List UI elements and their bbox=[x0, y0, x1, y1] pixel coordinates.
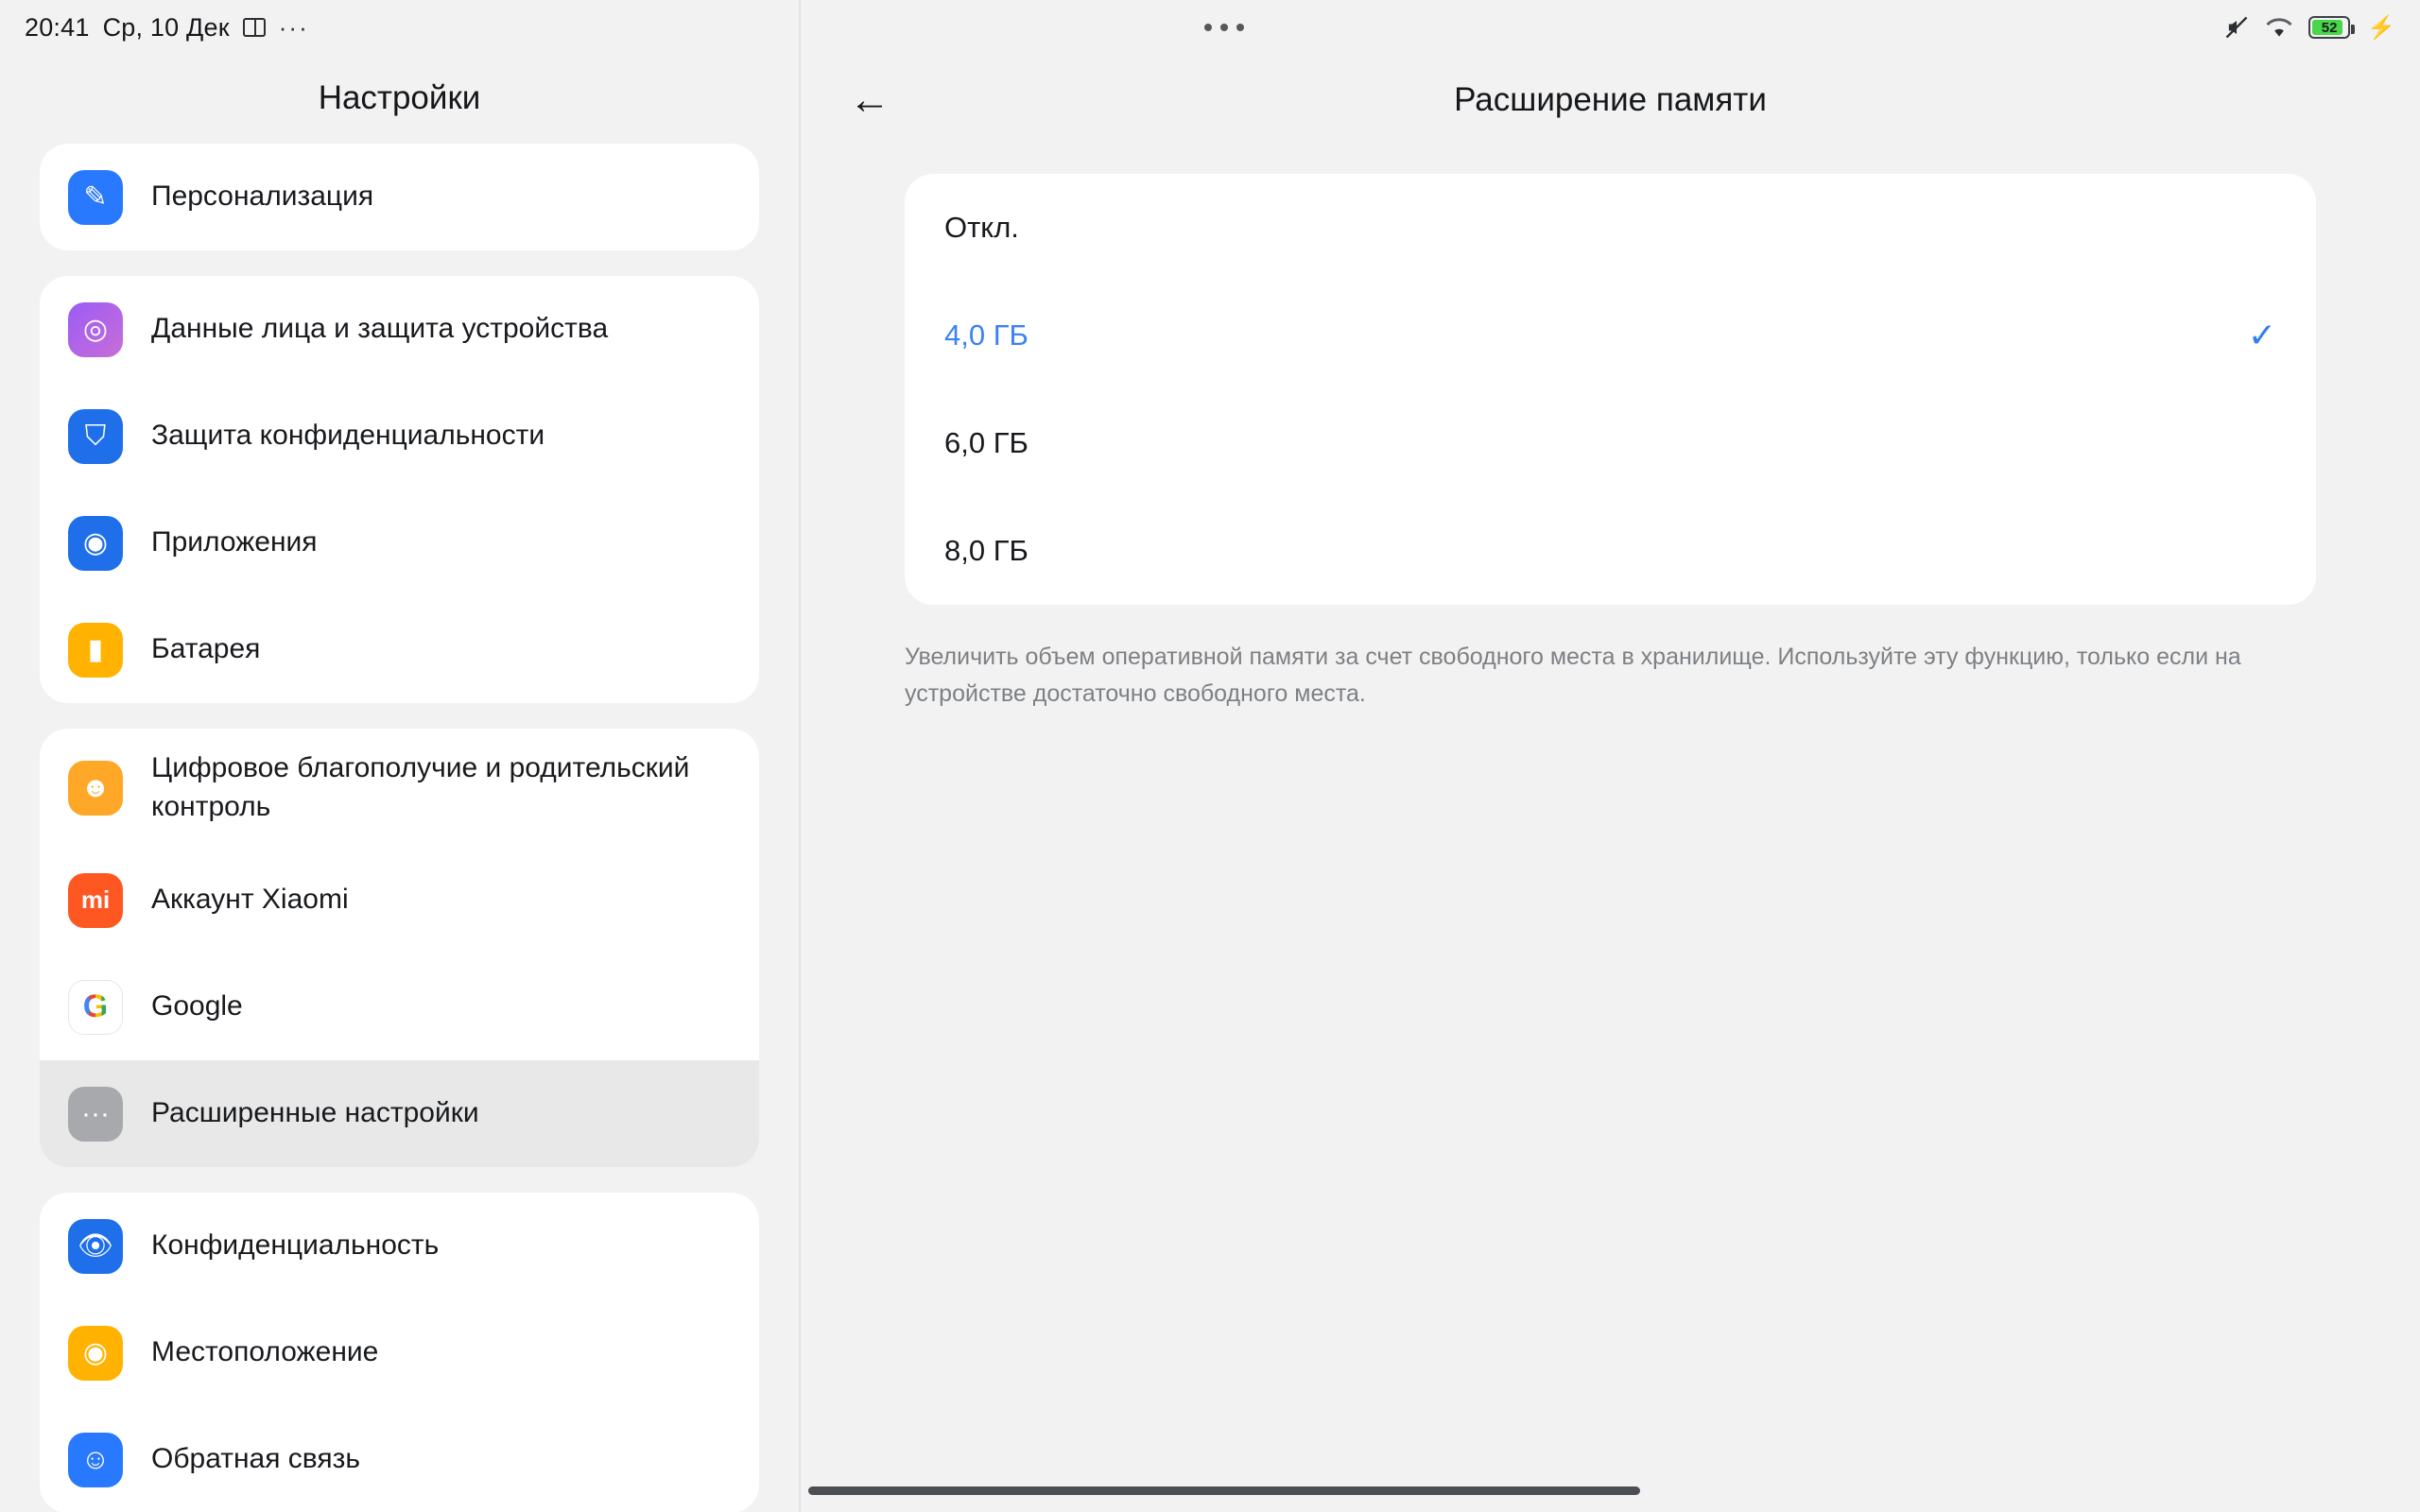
sidebar-item-label: Приложения bbox=[151, 526, 318, 558]
status-date: Ср, 10 Дек bbox=[102, 12, 230, 42]
status-time: 20:41 bbox=[25, 12, 90, 42]
option-row-4gb[interactable] bbox=[905, 282, 2316, 389]
location-icon: ◉ bbox=[68, 1326, 123, 1381]
sidebar-item-apps[interactable] bbox=[40, 490, 759, 596]
overflow-icon[interactable]: ··· bbox=[278, 13, 309, 42]
sidebar-item-xiaomi-account[interactable] bbox=[40, 847, 759, 954]
sidebar-item-label: Цифровое благополучие и родительский контроль bbox=[151, 752, 690, 822]
feedback-icon: ☺ bbox=[68, 1433, 123, 1487]
page-title: Настройки bbox=[318, 79, 481, 116]
settings-group bbox=[40, 729, 759, 1167]
sidebar-item-label: Аккаунт Xiaomi bbox=[151, 884, 349, 916]
status-bar-right bbox=[2223, 14, 2395, 42]
screen-icon bbox=[243, 18, 266, 37]
option-label: 8,0 ГБ bbox=[944, 534, 1028, 567]
sidebar-item-privacy-protection[interactable] bbox=[40, 383, 759, 490]
option-label: 6,0 ГБ bbox=[944, 426, 1028, 459]
sidebar-item-digital-wellbeing[interactable] bbox=[40, 729, 759, 847]
back-arrow-icon[interactable]: ← bbox=[849, 77, 890, 123]
option-label: 4,0 ГБ bbox=[944, 318, 1028, 352]
status-bar-left bbox=[25, 13, 309, 43]
sidebar-item-advanced-settings[interactable] bbox=[40, 1060, 759, 1167]
detail-panel bbox=[801, 0, 2420, 1512]
privacy-protection-icon: ⛉ bbox=[68, 409, 123, 464]
digital-wellbeing-icon: ☻ bbox=[68, 761, 123, 816]
sidebar-item-label: Батарея bbox=[151, 633, 261, 665]
detail-header bbox=[801, 55, 2420, 146]
apps-icon: ◉ bbox=[68, 516, 123, 571]
xiaomi-account-icon: mi bbox=[68, 873, 123, 928]
sidebar-item-label: Расширенные настройки bbox=[151, 1097, 479, 1129]
sidebar-item-label: Конфиденциальность bbox=[151, 1229, 440, 1262]
option-label: Откл. bbox=[944, 211, 1019, 244]
sidebar-item-feedback[interactable] bbox=[40, 1406, 759, 1512]
settings-group bbox=[40, 276, 759, 703]
advanced-settings-icon: ··· bbox=[68, 1087, 123, 1142]
battery-settings-icon: ▮ bbox=[68, 623, 123, 678]
face-data-icon: ◎ bbox=[68, 302, 123, 357]
confidentiality-icon: 👁 bbox=[68, 1219, 123, 1274]
sidebar-item-label: Данные лица и защита устройства bbox=[151, 313, 609, 345]
personalization-icon: ✎ bbox=[68, 170, 123, 225]
home-indicator[interactable] bbox=[808, 1486, 1640, 1495]
window-handle-dots-icon[interactable] bbox=[1204, 24, 1244, 31]
option-row-off[interactable] bbox=[905, 174, 2316, 282]
sidebar-item-google[interactable] bbox=[40, 954, 759, 1060]
memory-extension-options bbox=[905, 174, 2316, 605]
sidebar-item-battery[interactable] bbox=[40, 596, 759, 703]
battery-level: 52 bbox=[2321, 19, 2338, 36]
check-icon: ✓ bbox=[2247, 316, 2276, 354]
sidebar-item-face-data[interactable] bbox=[40, 276, 759, 383]
option-row-6gb[interactable] bbox=[905, 389, 2316, 497]
charging-icon: ⚡ bbox=[2367, 14, 2395, 41]
mute-icon bbox=[2223, 14, 2250, 41]
battery-icon bbox=[2308, 16, 2350, 39]
wifi-icon bbox=[2265, 16, 2293, 39]
option-row-8gb[interactable] bbox=[905, 497, 2316, 605]
settings-group bbox=[40, 1193, 759, 1512]
settings-sidebar bbox=[0, 0, 799, 1512]
memory-extension-hint: Увеличить объем оперативной памяти за счет свободного места в хранилище. Используйте эту функцию, только если на устройстве достаточно свободного места. bbox=[905, 644, 2241, 707]
settings-group bbox=[40, 144, 759, 250]
sidebar-item-confidentiality[interactable] bbox=[40, 1193, 759, 1299]
status-bar bbox=[0, 0, 2420, 55]
sidebar-item-label: Google bbox=[151, 990, 243, 1022]
google-icon: G bbox=[68, 980, 123, 1035]
settings-list bbox=[0, 144, 799, 1512]
detail-title: Расширение памяти bbox=[1454, 81, 1767, 118]
sidebar-item-label: Местоположение bbox=[151, 1336, 379, 1368]
sidebar-item-personalization[interactable] bbox=[40, 144, 759, 250]
status-bar-center bbox=[0, 0, 2420, 55]
sidebar-item-label: Обратная связь bbox=[151, 1443, 361, 1475]
sidebar-item-location[interactable] bbox=[40, 1299, 759, 1406]
sidebar-item-label: Персонализация bbox=[151, 180, 374, 213]
sidebar-item-label: Защита конфиденциальности bbox=[151, 420, 545, 452]
